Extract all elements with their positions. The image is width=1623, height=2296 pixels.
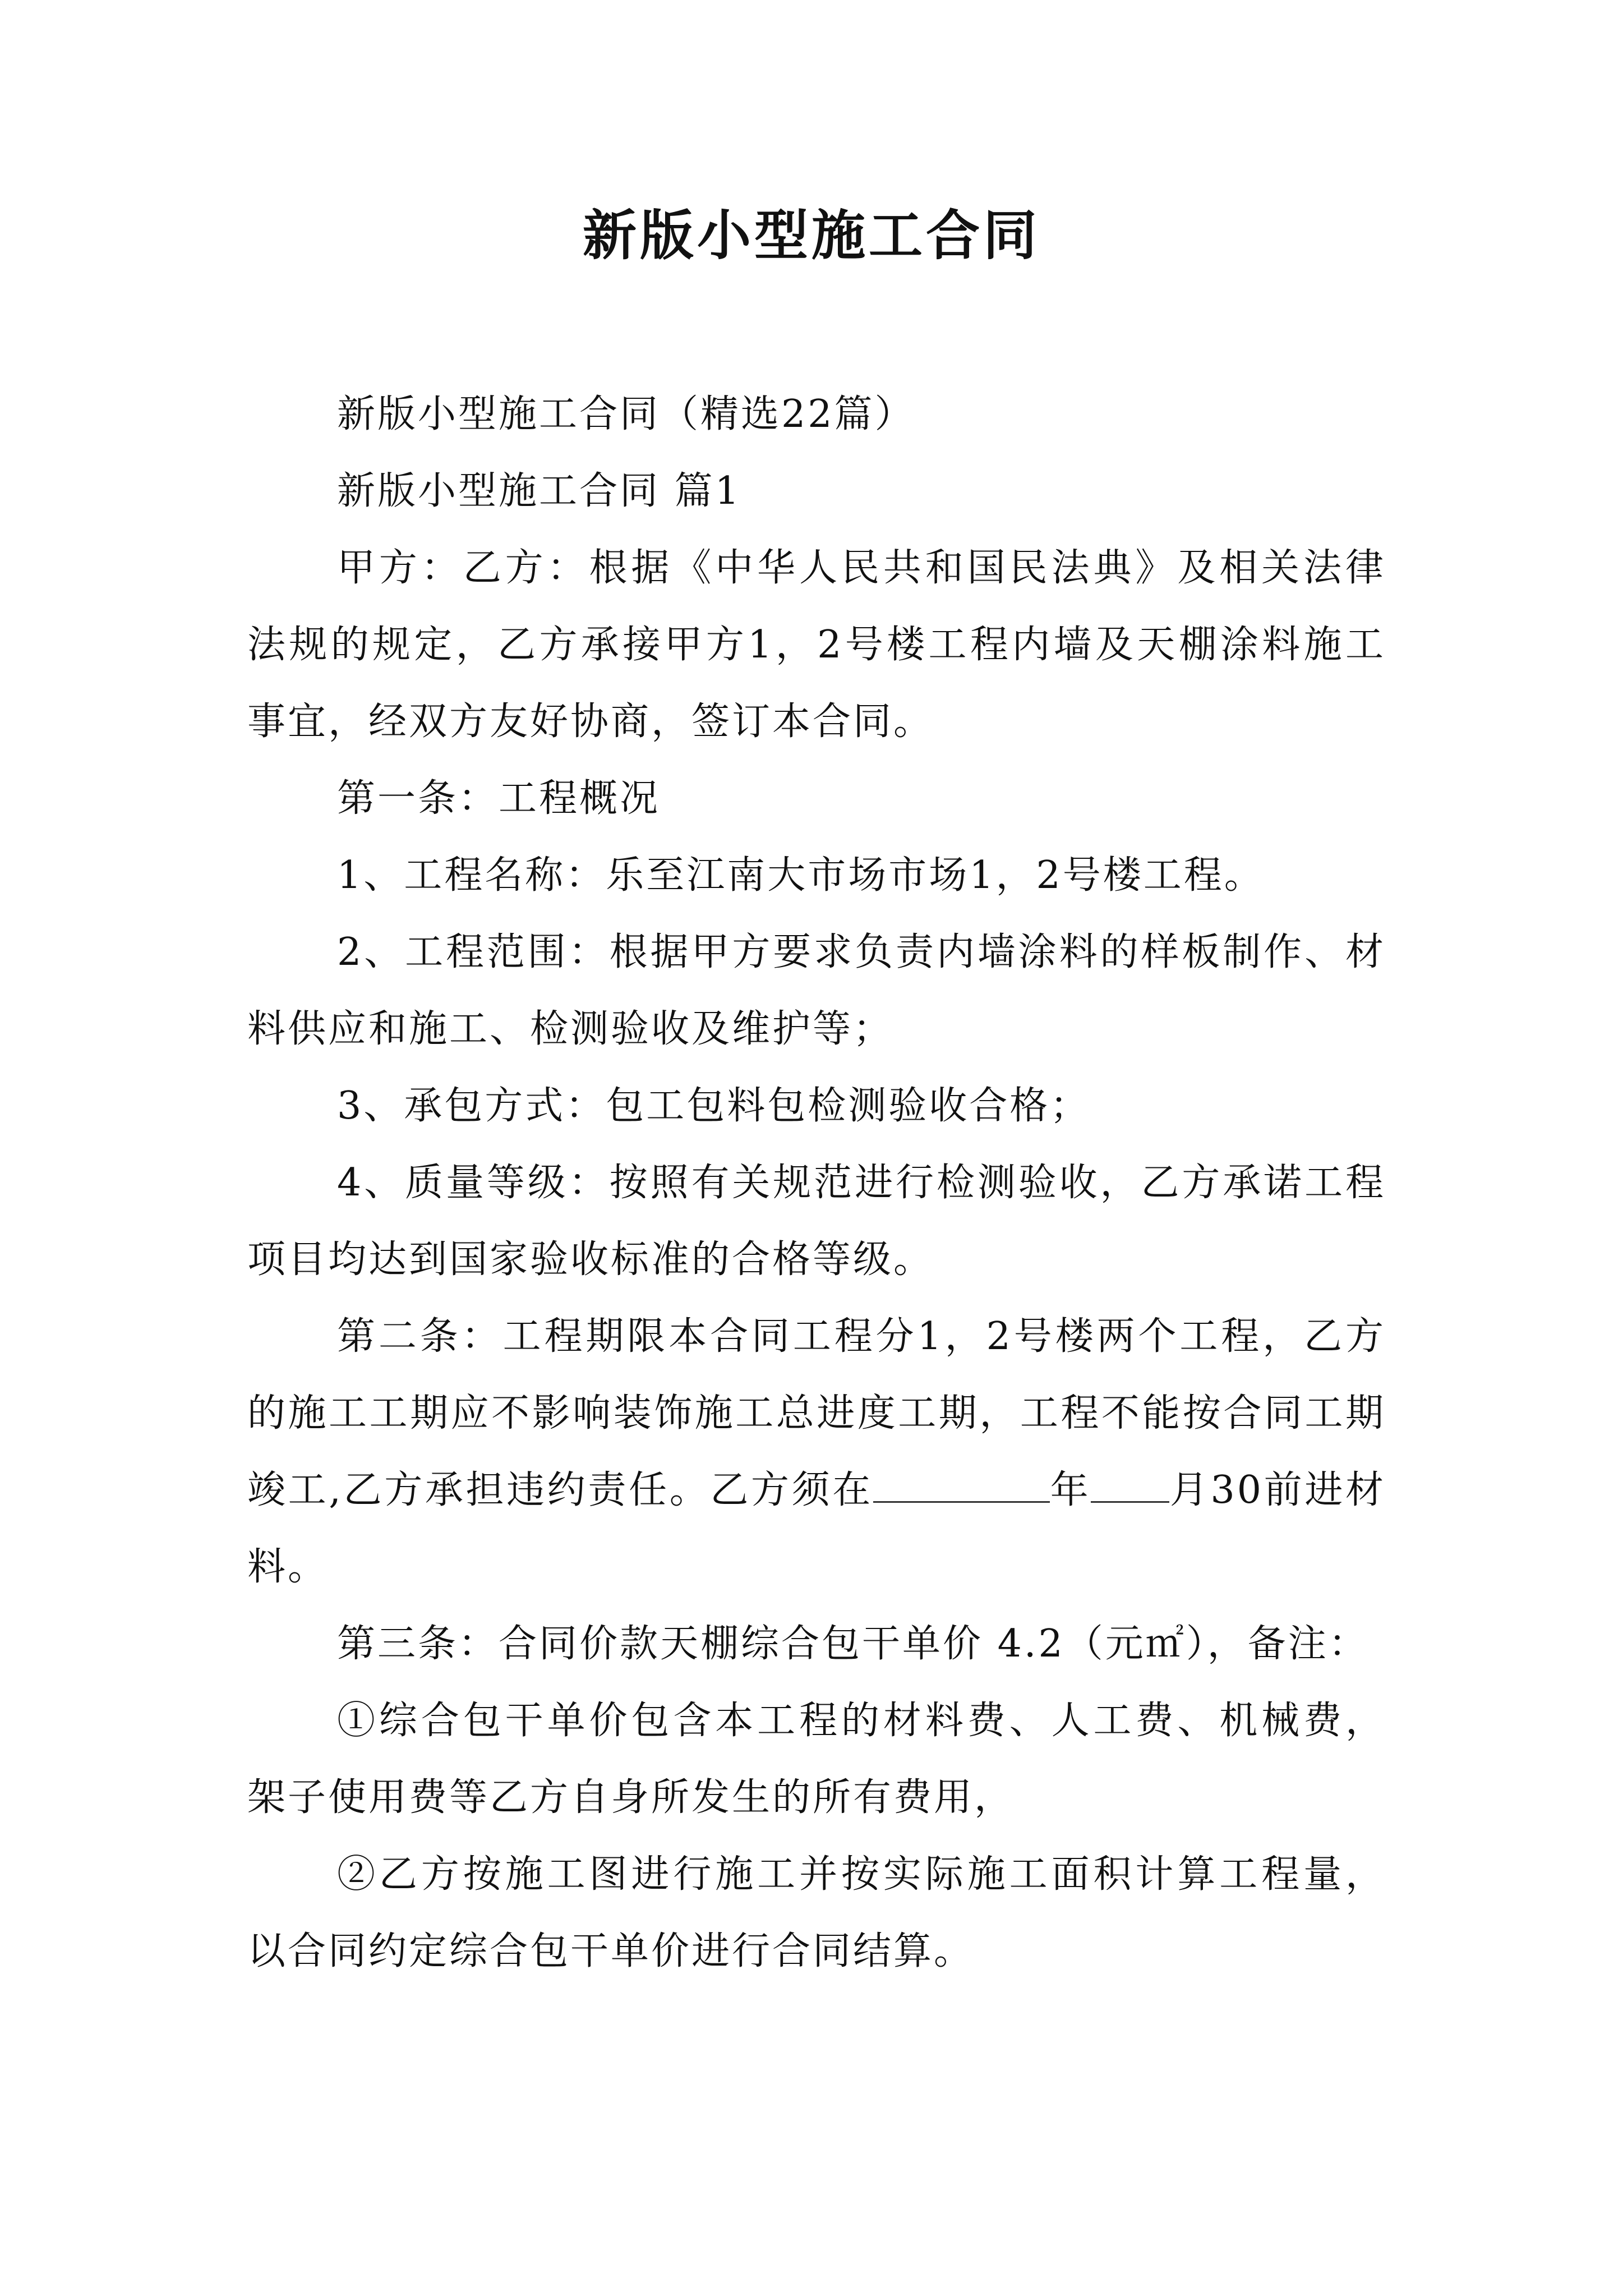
paragraph-article-1-heading: 第一条：工程概况: [337, 776, 661, 821]
document-title: 新版小型施工合同: [583, 204, 1040, 267]
year-label: 年: [1049, 1468, 1091, 1512]
paragraph-quality-grade: 4、质量等级：按照有关规范进行检测验收，乙方承诺工程项目均达到国家验收标准的合格等级。: [247, 1161, 1386, 1282]
paragraph-contract-method: 3、承包方式：包工包料包检测验收合格；: [337, 1084, 1091, 1128]
paragraph-article-3: 第三条：合同价款天棚综合包干单价 4.2（元㎡），备注：: [337, 1622, 1369, 1666]
paragraph-project-scope: 2、工程范围：根据甲方要求负责内墙涂料的样板制作、材料供应和施工、检测验收及维护等；: [247, 930, 1386, 1051]
year-blank-line: [873, 1467, 1050, 1503]
article-2-ending: 月30前进材料。: [247, 1468, 1386, 1589]
paragraph-article-2: [247, 1298, 1386, 1605]
paragraph-note-2: ②乙方按施工图进行施工并按实际施工面积计算工程量，以合同约定综合包干单价进行合同结算。: [247, 1852, 1386, 1973]
document-body: [247, 376, 1386, 1990]
paragraph-note-1: ①综合包干单价包含本工程的材料费、人工费、机械费，架子使用费等乙方自身所发生的所有费用，: [247, 1699, 1386, 1820]
paragraph-preamble: 甲方：乙方：根据《中华人民共和国民法典》及相关法律法规的规定，乙方承接甲方1，2号楼工程内墙及天棚涂料施工事宜，经双方友好协商，签订本合同。: [247, 546, 1386, 744]
article-2-text: 第二条：工程期限本合同工程分1，2号楼两个工程，乙方的施工工期应不影响装饰施工总进度工期，工程不能按合同工期竣工,乙方承担违约责任。乙方须在: [247, 1314, 1386, 1512]
paragraph-project-name: 1、工程名称：乐至江南大市场市场1，2号楼工程。: [337, 853, 1265, 898]
paragraph-section-heading: 新版小型施工合同 篇1: [337, 469, 741, 513]
month-blank-line: [1091, 1467, 1169, 1503]
paragraph-subtitle: 新版小型施工合同（精选22篇）: [337, 392, 915, 436]
